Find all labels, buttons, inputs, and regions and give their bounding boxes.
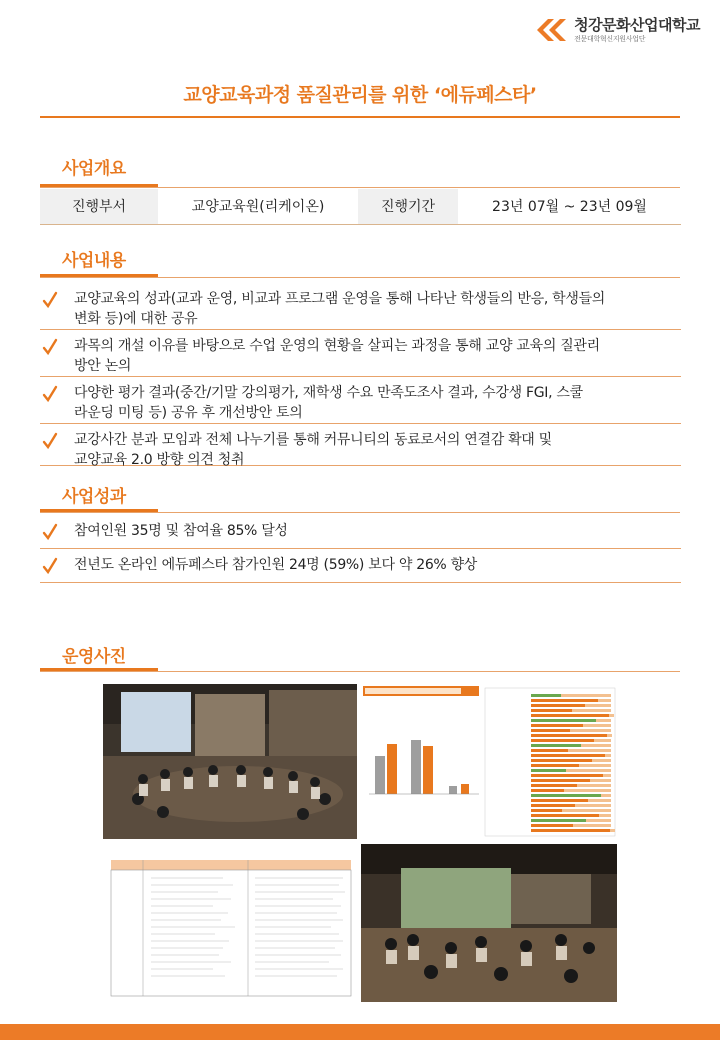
university-logo	[534, 16, 700, 44]
results-rule-accent	[40, 509, 158, 512]
survey-bar-remainder	[605, 754, 611, 757]
survey-bar-remainder	[564, 789, 611, 792]
results-heading: 사업성과	[62, 487, 126, 507]
check-icon	[42, 557, 58, 575]
survey-bar-remainder	[596, 719, 611, 722]
content-heading: 사업내용	[62, 251, 126, 271]
survey-bar	[531, 704, 585, 707]
photo-group-discussion	[361, 844, 617, 1002]
survey-bar-remainder	[573, 824, 611, 827]
survey-bar	[531, 719, 596, 722]
item-text: 교양교육의 성과(교과 운영, 비교과 프로그램 운영을 통해 나타난 학생들의 반응, 학생들의 변화 등)에 대한 공유	[74, 291, 606, 327]
survey-bar	[531, 734, 607, 737]
survey-bar-remainder	[592, 759, 611, 762]
survey-bar-remainder	[562, 809, 611, 812]
survey-bar	[531, 819, 586, 822]
content-rule-accent	[40, 274, 158, 277]
survey-bar	[531, 724, 583, 727]
survey-bar	[531, 764, 579, 767]
survey-bar	[531, 799, 588, 802]
period-value: 23년 07월 ~ 23년 09월	[458, 189, 681, 224]
list-item	[40, 549, 681, 583]
survey-bar-remainder	[572, 709, 611, 712]
page-title: 교양교육과정 품질관리를 위한 ‘에듀페스타’	[183, 84, 537, 106]
survey-bar-remainder	[575, 804, 611, 807]
logo-mark-icon	[534, 16, 568, 44]
survey-bar	[531, 709, 572, 712]
survey-bar	[531, 774, 603, 777]
survey-bar	[531, 744, 581, 747]
overview-table	[40, 189, 681, 225]
photo-survey-charts	[361, 684, 617, 839]
survey-bar-remainder	[599, 814, 611, 817]
list-item	[40, 424, 681, 466]
survey-bar	[531, 789, 564, 792]
check-icon	[42, 338, 58, 356]
survey-bar-remainder	[610, 829, 615, 832]
survey-bar-remainder	[577, 784, 611, 787]
survey-bar	[531, 699, 598, 702]
check-icon	[42, 523, 58, 541]
photo-analysis-table	[103, 844, 357, 1002]
survey-bar	[531, 754, 605, 757]
survey-bar-remainder	[570, 729, 611, 732]
overview-rule-accent	[40, 184, 158, 187]
survey-bar-remainder	[601, 794, 611, 797]
footer-bar	[0, 1024, 720, 1040]
photo-auditorium-circle	[103, 684, 357, 839]
list-item	[40, 377, 681, 424]
survey-bar-remainder	[585, 704, 611, 707]
item-text: 교강사간 분과 모임과 전체 나누기를 통해 커뮤니티의 동료로서의 연결감 확대 및 교양교육 2.0 방향 의견 청취	[74, 432, 552, 468]
survey-bar-remainder	[583, 724, 611, 727]
overview-heading: 사업개요	[62, 159, 126, 179]
survey-bar	[531, 809, 562, 812]
survey-bar	[531, 794, 601, 797]
content-rule	[40, 277, 680, 278]
list-item	[40, 330, 681, 377]
survey-bar-remainder	[609, 714, 614, 717]
item-text: 참여인원 35명 및 참여율 85% 달성	[74, 523, 288, 539]
title-underline	[40, 116, 680, 118]
survey-bar-remainder	[607, 734, 612, 737]
photo-collage	[103, 684, 617, 1002]
item-text: 전년도 온라인 에듀페스타 참가인원 24명 (59%) 보다 약 26% 향상	[74, 557, 478, 573]
survey-bar	[531, 759, 592, 762]
university-name: 청강문화산업대학교	[574, 15, 700, 34]
item-text: 과목의 개설 이유를 바탕으로 수업 운영의 현황을 살피는 과정을 통해 교양 교육의 질관리 방안 논의	[74, 338, 600, 374]
survey-bar	[531, 804, 575, 807]
survey-bar-remainder	[568, 749, 611, 752]
results-rule	[40, 512, 680, 513]
item-text: 다양한 평가 결과(중간/기말 강의평가, 재학생 수요 만족도조사 결과, 수강생 FGI, 스쿨 라운딩 미팅 등) 공유 후 개선방안 토의	[74, 385, 583, 421]
check-icon	[42, 385, 58, 403]
overview-rule	[40, 187, 680, 188]
survey-bar	[531, 769, 566, 772]
list-item	[40, 283, 681, 330]
survey-bar-remainder	[590, 779, 611, 782]
survey-bar	[531, 814, 599, 817]
survey-bar-remainder	[588, 799, 611, 802]
photos-heading: 운영사진	[62, 647, 126, 667]
survey-bar	[531, 729, 570, 732]
survey-bar-remainder	[603, 774, 611, 777]
survey-bar	[531, 714, 609, 717]
photos-rule-accent	[40, 668, 158, 671]
dept-label: 진행부서	[40, 189, 158, 224]
list-item	[40, 515, 681, 549]
dept-value: 교양교육원(리케이온)	[158, 189, 358, 224]
survey-bar-remainder	[586, 819, 611, 822]
survey-bar	[531, 694, 561, 697]
survey-bar	[531, 829, 610, 832]
survey-bar	[531, 779, 590, 782]
survey-bar	[531, 739, 594, 742]
survey-bar-remainder	[566, 769, 611, 772]
survey-bar	[531, 824, 573, 827]
survey-bar	[531, 749, 568, 752]
survey-bar	[531, 784, 577, 787]
photos-rule	[40, 671, 680, 672]
university-sub: 전문대학혁신지원사업단	[574, 34, 646, 43]
survey-bar-remainder	[581, 744, 611, 747]
survey-bar-remainder	[594, 739, 611, 742]
check-icon	[42, 291, 58, 309]
survey-bar-remainder	[561, 694, 611, 697]
survey-bar-remainder	[598, 699, 611, 702]
check-icon	[42, 432, 58, 450]
survey-bar-remainder	[579, 764, 611, 767]
period-label: 진행기간	[358, 189, 458, 224]
